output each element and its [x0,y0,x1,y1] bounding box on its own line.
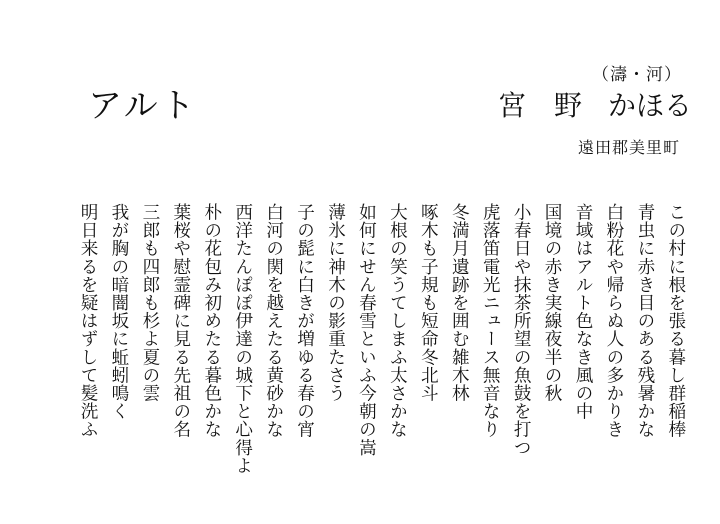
haiku-line: 葉桜や慰霊碑に見る先祖の名 [170,203,191,439]
haiku-line: 大根の笑うてしまふ太さかな [387,203,408,439]
haiku-line: 冬満月遺跡を囲む雑木林 [449,203,470,403]
author-family-name: 宮 野 [498,89,583,122]
haiku-line: 青虫に赤き目のある残暑かな [634,203,655,439]
haiku-line: 我が胸の暗闇坂に蚯蚓鳴く [108,203,129,421]
author-given-name: かほる [608,89,693,122]
haiku-line: 子の髭に白きが増ゆる春の宵 [294,203,315,439]
haiku-list [76,203,686,503]
group-tag: （濤・河） [592,65,682,85]
haiku-line: 音域はアルト色なき風の中 [573,203,593,421]
page-title: アルト [88,86,198,126]
haiku-line: 朴の花包み初めたる暮色かな [201,203,222,439]
haiku-line: 啄木も子規も短命冬北斗 [418,203,439,403]
haiku-line: 虎落笛電光ニュース無音なり [480,203,501,439]
haiku-line: 国境の赤き実線夜半の秋 [542,203,563,403]
haiku-line: 薄氷に神木の影重たさう [325,203,346,403]
haiku-line: 明日来るを疑はずして髪洗ふ [78,203,98,439]
author-location: 遠田郡美里町 [577,138,680,157]
haiku-line: 白河の関を越えたる黄砂かな [263,203,284,439]
haiku-line: この村に根を張る暮し群稲棒 [665,203,686,439]
haiku-line: 白粉花や帰らぬ人の多かりき [603,203,624,439]
author-name [498,86,692,126]
haiku-line: 三郎も四郎も杉よ夏の雲 [139,203,160,403]
haiku-line: 小春日や抹茶所望の魚鼓を打つ [511,203,532,457]
haiku-line: 西洋たんぽぽ伊達の城下と心得よ [232,203,253,475]
haiku-line: 如何にせん春雪といふ今朝の嵩 [356,203,377,457]
